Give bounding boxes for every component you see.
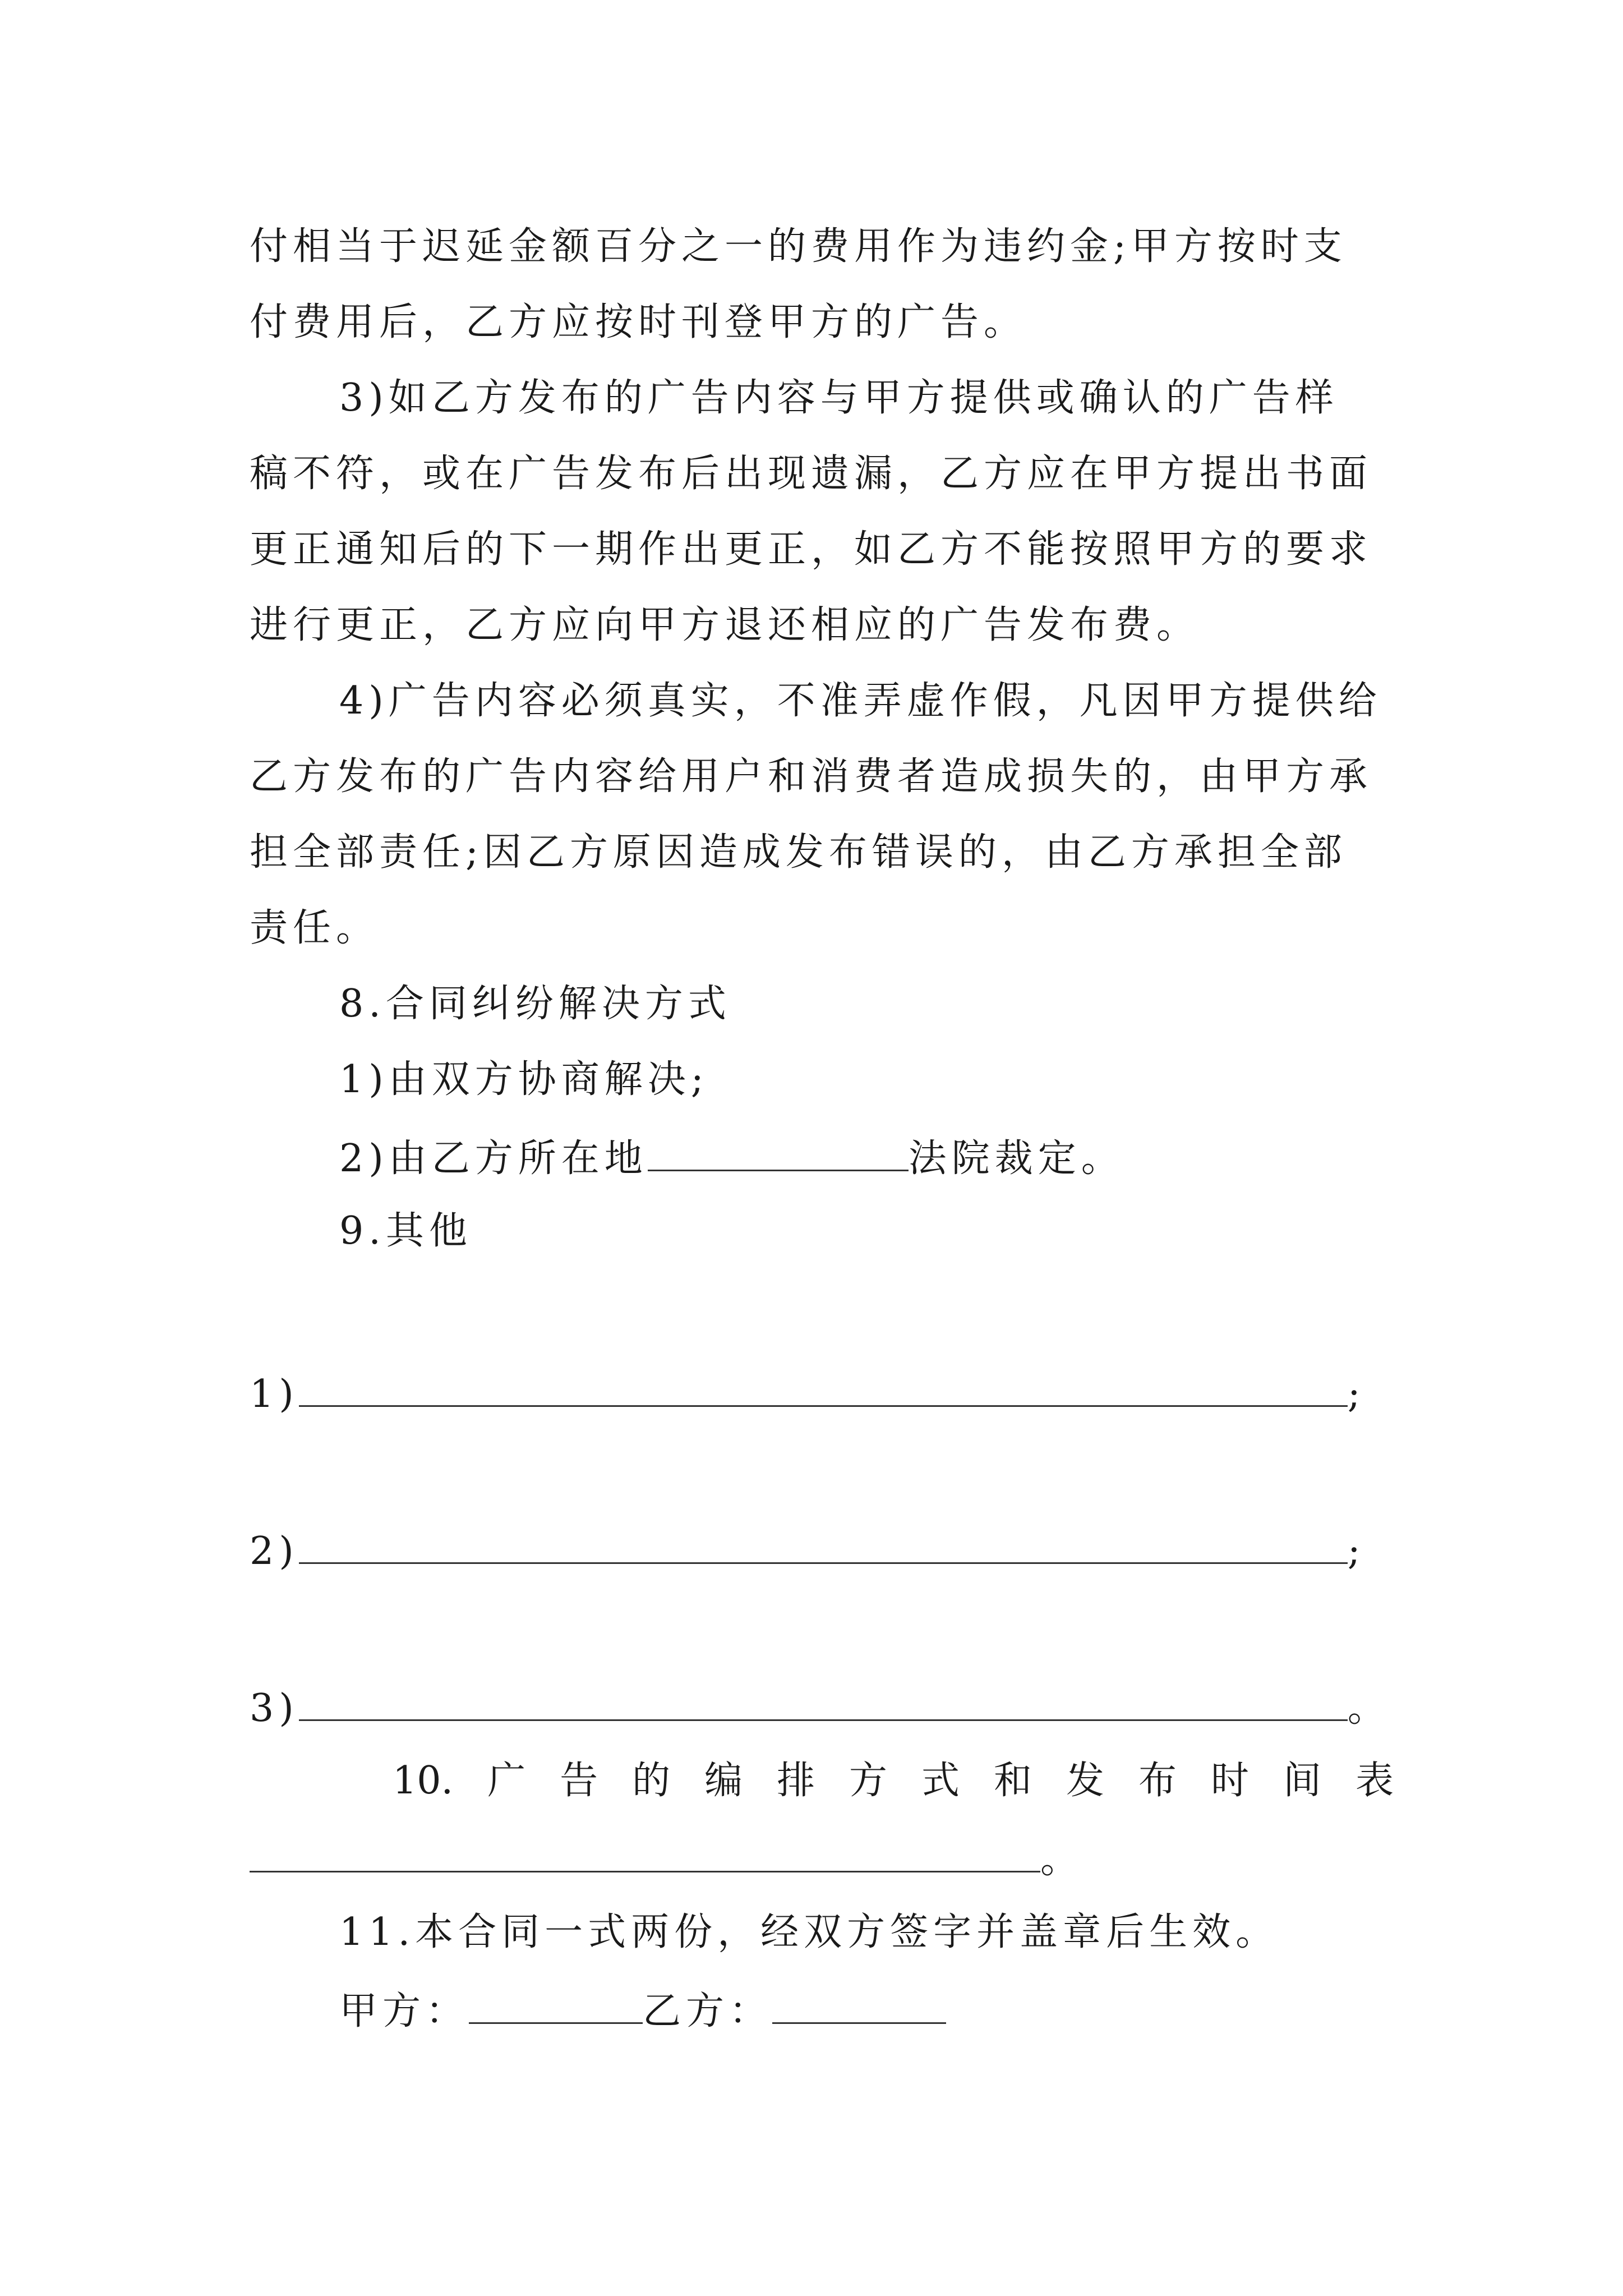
section-8-item-2-suffix: 法院裁定。 <box>908 1137 1124 1181</box>
section-10-char: 排 <box>777 1759 815 1803</box>
section-10-char: 间 <box>1283 1759 1321 1803</box>
court-blank-field[interactable] <box>648 1130 909 1171</box>
section-9-item-3-prefix: 3) <box>250 1686 299 1731</box>
section-10-char: 的 <box>632 1759 671 1803</box>
section-9-item-2-prefix: 2) <box>250 1529 299 1573</box>
party-b-label: 乙方： <box>643 1989 773 2033</box>
party-a-signature-field[interactable] <box>469 1983 643 2024</box>
other-item-1-blank-field[interactable] <box>299 1366 1348 1407</box>
paragraph-line: 责任。 <box>250 906 380 950</box>
section-10-char: 告 <box>560 1759 598 1803</box>
section-8-item-2-prefix: 2)由乙方所在地 <box>339 1137 648 1181</box>
paragraph-line: 担全部责任;因乙方原因造成发布错误的，由乙方承担全部 <box>250 830 1347 875</box>
paragraph-line: 3)如乙方发布的广告内容与甲方提供或确认的广告样 <box>339 376 1339 420</box>
paragraph-line: 付费用后，乙方应按时刊登甲方的广告。 <box>250 300 1027 344</box>
paragraph-line: 进行更正，乙方应向甲方退还相应的广告发布费。 <box>250 603 1200 647</box>
section-9-item-2-suffix: ; <box>1347 1529 1366 1573</box>
section-9-item-1-prefix: 1) <box>250 1372 299 1416</box>
section-10-char: 发 <box>1066 1759 1105 1803</box>
paragraph-line: 更正通知后的下一期作出更正，如乙方不能按照甲方的要求 <box>250 527 1373 572</box>
section-9-item-1-suffix: ; <box>1347 1372 1366 1416</box>
section-10-suffix: 。 <box>1040 1838 1084 1882</box>
section-9-item-3-suffix: 。 <box>1347 1686 1391 1731</box>
paragraph-line: 乙方发布的广告内容给用户和消费者造成损失的，由甲方承 <box>250 754 1373 799</box>
paragraph-line: 稿不符，或在广告发布后出现遗漏，乙方应在甲方提出书面 <box>250 452 1373 496</box>
section-10-char: 式 <box>921 1759 960 1803</box>
party-a-label: 甲方： <box>339 1989 469 2033</box>
section-10-char: 10. <box>393 1759 454 1803</box>
other-item-3-blank-field[interactable] <box>299 1680 1348 1721</box>
section-10-char: 和 <box>994 1759 1032 1803</box>
section-9-heading: 9.其他 <box>339 1209 472 1253</box>
section-8-item-1: 1)由双方协商解决; <box>339 1057 709 1102</box>
party-b-signature-field[interactable] <box>772 1983 946 2024</box>
signature-line <box>339 1983 1394 2037</box>
section-10-blank-line <box>250 1832 1394 1885</box>
schedule-blank-field[interactable] <box>250 1832 1040 1872</box>
section-10-char: 布 <box>1138 1759 1177 1803</box>
section-10-heading <box>393 1756 1394 1806</box>
paragraph-line: 付相当于迟延金额百分之一的费用作为违约金;甲方按时支 <box>250 224 1347 269</box>
section-10-char: 广 <box>487 1759 526 1803</box>
section-8-item-2 <box>339 1130 1394 1184</box>
section-9-item-3 <box>250 1680 1394 1734</box>
section-10-char: 时 <box>1210 1759 1249 1803</box>
section-10-char: 方 <box>849 1759 888 1803</box>
section-9-item-1 <box>250 1366 1394 1420</box>
paragraph-line: 4)广告内容必须真实，不准弄虚作假，凡因甲方提供给 <box>339 679 1382 723</box>
section-10-char: 编 <box>704 1759 743 1803</box>
section-10-char: 表 <box>1355 1759 1394 1803</box>
section-9-item-2 <box>250 1523 1394 1577</box>
section-8-heading: 8.合同纠纷解决方式 <box>339 982 731 1026</box>
section-11-text: 11.本合同一式两份，经双方签字并盖章后生效。 <box>339 1910 1279 1954</box>
other-item-2-blank-field[interactable] <box>299 1523 1348 1564</box>
